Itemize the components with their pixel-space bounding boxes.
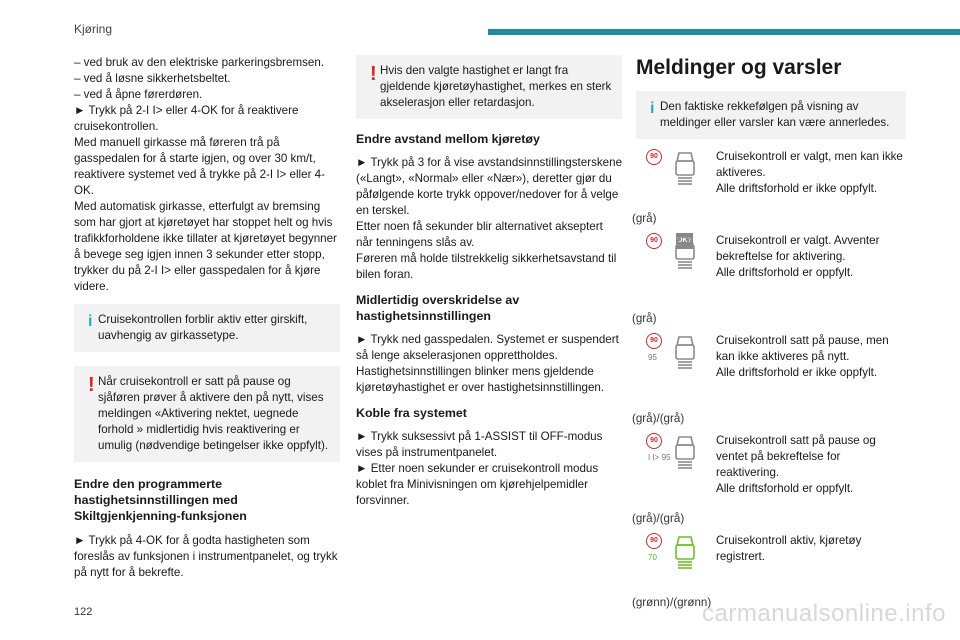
color-label: (grå) [632,312,657,325]
color-label: (grå) [632,212,657,225]
section-text: Føreren må holde tilstrekkelig sikkerhetsavstand til bilen foran. [356,252,617,281]
auto-gearbox-text: Med automatisk girkasse, etterfulgt av bremsing som har gjort at kjøretøyet har stoppet helt og hvis trafikkforholdene ikke tillater at kjøretøyet begynner å bevege seg igjen innen 3 sekunder etter stopp, trykker du på 2-I I> eller gasspedalen for å kjøre videre. [74,200,337,293]
section-heading: Koble fra systemet [356,406,467,420]
column-3 [632,55,906,617]
speed-badge: 90 [646,433,662,449]
speed-badge: 90 [646,233,662,249]
vehicle-icon [674,335,696,369]
section-text: ► Trykk på 4-OK for å godta hastigheten som foreslås av funksjonen i instrumentpanelet, og trykk på nytt for å bekrefte. [74,534,338,579]
info-box [74,304,340,352]
ok-question-label: OK? [676,233,693,249]
step-text: ► Trykk på 2-I I> eller 4-OK for å reaktivere cruisekontrollen. [74,104,299,133]
info-box [636,91,906,139]
message-condition: Alle driftsforhold er oppfylt. [716,482,854,495]
section-heading: Midlertidig overskridelse av hastighetsinnstillingen [356,293,520,323]
warning-icon: ! [370,63,377,85]
info-box-text: Den faktiske rekkefølgen på visning av meldinger eller varsler kan være annerledes. [660,100,890,129]
section-text: Etter noen få sekunder blir alternativet akseptert når tenningens slås av. [356,220,603,249]
set-speed-label: I I> 95 [648,453,671,462]
color-label: (grå)/(grå) [632,412,685,425]
message-condition: Alle driftsforhold er ikke oppfylt. [716,182,878,195]
message-item [632,333,906,427]
message-condition: Alle driftsforhold er ikke oppfylt. [716,366,878,379]
set-speed-label: 70 [648,553,657,562]
bullet-line: – ved å løsne sikkerhetsbeltet. [74,72,231,85]
header-accent-bar [488,29,960,35]
section-heading: Endre den programmerte hastighetsinnstillingen med Skiltgjenkjenning-funksjonen [74,477,247,523]
warning-box [74,366,340,462]
cruise-control-icon [646,333,706,389]
message-text: Cruisekontroll aktiv, kjøretøy registrert. [716,534,862,563]
message-text: Cruisekontroll er valgt, men kan ikke aktiveres. [716,150,903,179]
manual-gearbox-text: Med manuell girkasse må føreren trå på gasspedalen for å starte igjen, og over 30 km/t, reaktivere systemet ved å trykke på 2-I I> eller 4-OK. [74,136,325,197]
watermark: carmanualsonline.info [702,600,946,627]
info-box-text: Cruisekontrollen forblir aktiv etter girskift, uavhengig av girkassetype. [98,313,308,342]
message-text: Cruisekontroll er valgt. Avventer bekreftelse for aktivering. [716,234,880,263]
message-text: Cruisekontroll satt på pause, men kan ikke aktiveres på nytt. [716,334,889,363]
section-title: Meldinger og varsler [636,56,842,79]
info-icon: i [88,313,93,330]
message-item [632,433,906,527]
chapter-title: Kjøring [74,22,113,36]
cruise-control-icon [646,433,706,489]
message-text: Cruisekontroll satt på pause og ventet på bekreftelse for reaktivering. [716,434,876,479]
warning-box-text: Når cruisekontroll er satt på pause og sjåføren prøver å aktivere den på nytt, vises meldingen «Aktivering nektet, uegnede forhold » midlertidig hvis reaktivering er umulig (nødvendige betingelser ikke oppfylt). [98,375,329,452]
column-2 [356,55,622,509]
vehicle-icon [674,235,696,269]
message-item [632,149,906,227]
vehicle-icon [674,151,696,185]
warning-box-text: Hvis den valgte hastighet er langt fra gjeldende kjøretøyhastighet, merkes en sterk akselerasjon eller retardasjon. [380,64,612,109]
cruise-control-icon [646,149,706,205]
page-number: 122 [74,606,93,618]
section-text: ► Trykk suksessivt på 1-ASSIST til OFF-modus vises på instrumentpanelet. [356,430,603,459]
column-1 [74,55,340,581]
color-label: (grå)/(grå) [632,512,685,525]
speed-badge: 90 [646,149,662,165]
set-speed-label: 95 [648,353,657,362]
cruise-control-icon [646,233,706,289]
section-heading: Endre avstand mellom kjøretøy [356,132,540,146]
vehicle-icon [674,535,696,569]
warning-box [356,55,622,119]
message-item [632,233,906,327]
message-list [632,149,906,611]
section-text: ► Etter noen sekunder er cruisekontroll modus koblet fra Minivisningen om kjørehjelpemidler forsvinner. [356,462,599,507]
cruise-control-icon [646,533,706,589]
bullet-line: – ved å åpne førerdøren. [74,88,203,101]
section-text: ► Trykk ned gasspedalen. Systemet er suspendert så lenge akselerasjonen opprettholdes. Hastighetsinnstillingen blinker mens gjeldende kjøretøyhastighet er over hastighetsinnstillingen. [356,333,619,394]
vehicle-icon [674,435,696,469]
speed-badge: 90 [646,533,662,549]
info-icon: i [650,100,655,117]
speed-badge: 90 [646,333,662,349]
section-text: ► Trykk på 3 for å vise avstandsinnstillingsterskene («Langt», «Normal» eller «Nær»), deretter gjør du påfølgende korte trykk oppover/nedover for å velge en terskel. [356,156,623,217]
message-condition: Alle driftsforhold er oppfylt. [716,266,854,279]
warning-icon: ! [88,374,95,396]
color-label: (grønn)/(grønn) [632,596,712,609]
bullet-line: – ved bruk av den elektriske parkeringsbremsen. [74,56,325,69]
